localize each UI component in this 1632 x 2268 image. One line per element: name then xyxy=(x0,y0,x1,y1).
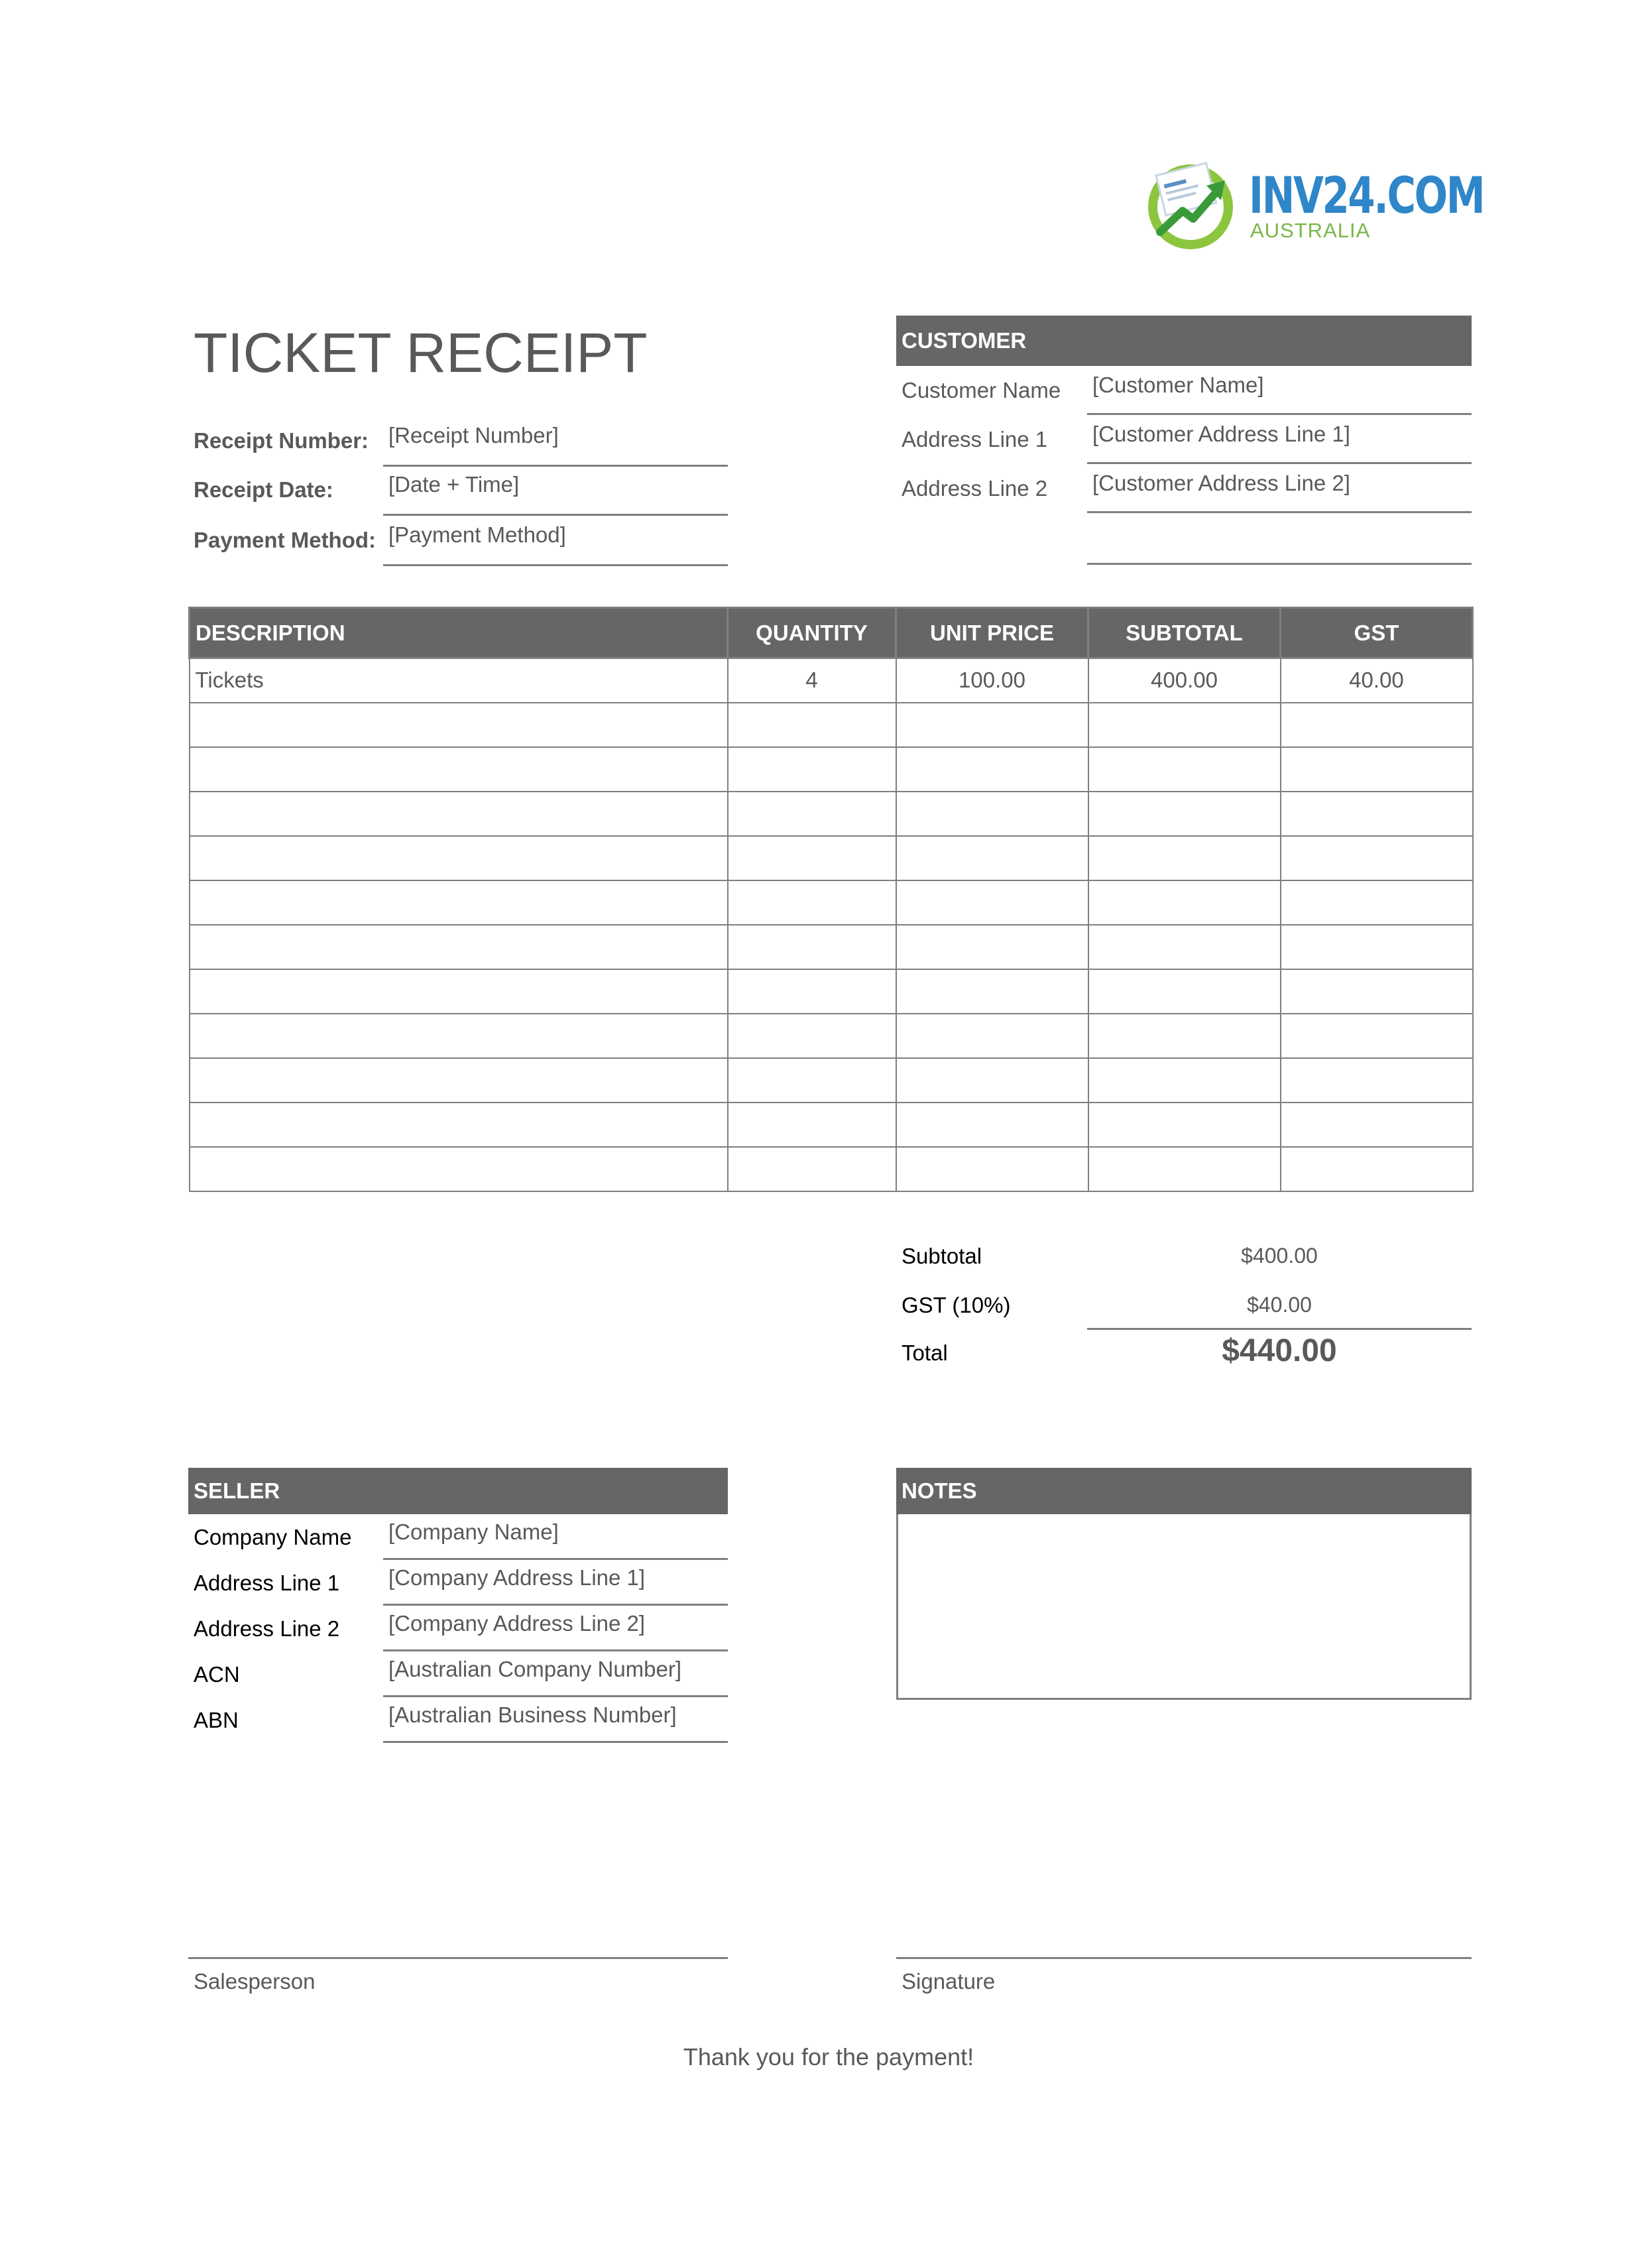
cell-gst xyxy=(1281,1147,1473,1191)
cell-quantity xyxy=(728,925,896,969)
col-description: DESCRIPTION xyxy=(190,608,728,658)
cell-description xyxy=(190,880,728,925)
cell-quantity xyxy=(728,1014,896,1058)
table-row xyxy=(190,658,1473,703)
notes-box[interactable] xyxy=(896,1514,1472,1700)
cell-description xyxy=(190,792,728,836)
cell-unit-price xyxy=(896,792,1088,836)
gst-label: GST (10%) xyxy=(902,1293,1011,1317)
cell-quantity: 4 xyxy=(728,658,896,703)
cell-gst xyxy=(1281,1014,1473,1058)
customer-address1-label: Address Line 1 xyxy=(902,427,1048,451)
table-row xyxy=(190,969,1473,1014)
cell-quantity xyxy=(728,880,896,925)
cell-unit-price xyxy=(896,747,1088,792)
total-value: $440.00 xyxy=(1222,1333,1337,1368)
cell-unit-price xyxy=(896,1058,1088,1103)
cell-quantity xyxy=(728,703,896,747)
receipt-number-value: [Receipt Number] xyxy=(383,418,728,467)
thank-you-message: Thank you for the payment! xyxy=(683,2043,974,2070)
cell-gst xyxy=(1281,880,1473,925)
cell-subtotal xyxy=(1088,792,1281,836)
cell-subtotal xyxy=(1088,880,1281,925)
cell-unit-price xyxy=(896,836,1088,880)
table-row xyxy=(190,747,1473,792)
cell-unit-price xyxy=(896,880,1088,925)
table-row xyxy=(190,1103,1473,1147)
cell-quantity xyxy=(728,836,896,880)
table-row xyxy=(190,792,1473,836)
cell-gst xyxy=(1281,925,1473,969)
customer-blank-line xyxy=(1087,516,1472,565)
cell-quantity xyxy=(728,1147,896,1191)
table-row xyxy=(190,836,1473,880)
cell-unit-price xyxy=(896,1147,1088,1191)
cell-quantity xyxy=(728,747,896,792)
cell-gst xyxy=(1281,1103,1473,1147)
table-row xyxy=(190,925,1473,969)
cell-quantity xyxy=(728,792,896,836)
cell-description xyxy=(190,747,728,792)
col-unit-price: UNIT PRICE xyxy=(896,608,1088,658)
items-body xyxy=(190,658,1473,1191)
customer-name-value: [Customer Name] xyxy=(1087,366,1472,415)
acn-label: ACN xyxy=(194,1662,240,1687)
cell-unit-price: 100.00 xyxy=(896,658,1088,703)
page-title: TICKET RECEIPT xyxy=(194,322,648,384)
total-label: Total xyxy=(902,1341,948,1365)
logo-name: INV24.COM xyxy=(1249,166,1484,225)
items-table xyxy=(188,607,1474,1192)
receipt-number-label: Receipt Number: xyxy=(194,428,369,453)
cell-description xyxy=(190,1147,728,1191)
cell-subtotal: 400.00 xyxy=(1088,658,1281,703)
receipt-date-label: Receipt Date: xyxy=(194,477,333,502)
cell-gst xyxy=(1281,836,1473,880)
company-address1-label: Address Line 1 xyxy=(194,1571,340,1595)
cell-gst xyxy=(1281,969,1473,1014)
salesperson-label: Salesperson xyxy=(194,1969,316,1994)
cell-description xyxy=(190,969,728,1014)
cell-subtotal xyxy=(1088,836,1281,880)
customer-header: CUSTOMER xyxy=(896,316,1472,366)
cell-quantity xyxy=(728,1103,896,1147)
company-name-value: [Company Name] xyxy=(383,1514,728,1560)
abn-value: [Australian Business Number] xyxy=(383,1697,728,1743)
cell-subtotal xyxy=(1088,1014,1281,1058)
cell-description xyxy=(190,703,728,747)
salesperson-line xyxy=(188,1957,728,1959)
cell-gst xyxy=(1281,792,1473,836)
customer-address2-label: Address Line 2 xyxy=(902,476,1048,501)
cell-subtotal xyxy=(1088,925,1281,969)
company-address2-value: [Company Address Line 2] xyxy=(383,1606,728,1651)
company-address2-label: Address Line 2 xyxy=(194,1616,340,1641)
cell-subtotal xyxy=(1088,703,1281,747)
table-row xyxy=(190,880,1473,925)
cell-description xyxy=(190,1014,728,1058)
subtotal-label: Subtotal xyxy=(902,1244,982,1268)
cell-unit-price xyxy=(896,1103,1088,1147)
col-quantity: QUANTITY xyxy=(728,608,896,658)
subtotal-value: $400.00 xyxy=(1241,1244,1318,1268)
customer-name-label: Customer Name xyxy=(902,378,1061,402)
cell-gst: 40.00 xyxy=(1281,658,1473,703)
cell-description xyxy=(190,1058,728,1103)
cell-unit-price xyxy=(896,925,1088,969)
receipt-date-value: [Date + Time] xyxy=(383,467,728,516)
abn-label: ABN xyxy=(194,1708,239,1732)
table-row xyxy=(190,1058,1473,1103)
cell-description xyxy=(190,925,728,969)
company-name-label: Company Name xyxy=(194,1525,352,1549)
cell-gst xyxy=(1281,1058,1473,1103)
customer-address1-value: [Customer Address Line 1] xyxy=(1087,415,1472,464)
cell-gst xyxy=(1281,747,1473,792)
gst-value: $40.00 xyxy=(1247,1293,1312,1317)
cell-subtotal xyxy=(1088,1103,1281,1147)
cell-unit-price xyxy=(896,969,1088,1014)
invoice-arrow-logo-icon xyxy=(1141,154,1241,253)
table-row xyxy=(190,1014,1473,1058)
company-address1-value: [Company Address Line 1] xyxy=(383,1560,728,1606)
items-header-row xyxy=(190,608,1473,658)
table-row xyxy=(190,1147,1473,1191)
cell-subtotal xyxy=(1088,969,1281,1014)
cell-gst xyxy=(1281,703,1473,747)
cell-quantity xyxy=(728,969,896,1014)
cell-subtotal xyxy=(1088,1058,1281,1103)
cell-quantity xyxy=(728,1058,896,1103)
seller-header: SELLER xyxy=(188,1468,728,1514)
cell-unit-price xyxy=(896,1014,1088,1058)
cell-subtotal xyxy=(1088,1147,1281,1191)
customer-address2-value: [Customer Address Line 2] xyxy=(1087,464,1472,513)
notes-header: NOTES xyxy=(896,1468,1472,1514)
payment-method-label: Payment Method: xyxy=(194,528,377,552)
cell-description xyxy=(190,836,728,880)
cell-description: Tickets xyxy=(190,658,728,703)
company-logo xyxy=(1141,154,1484,253)
col-subtotal: SUBTOTAL xyxy=(1088,608,1281,658)
col-gst: GST xyxy=(1281,608,1473,658)
payment-method-value: [Payment Method] xyxy=(383,517,728,566)
cell-subtotal xyxy=(1088,747,1281,792)
cell-unit-price xyxy=(896,703,1088,747)
logo-region: AUSTRALIA xyxy=(1250,219,1371,242)
table-row xyxy=(190,703,1473,747)
acn-value: [Australian Company Number] xyxy=(383,1651,728,1697)
signature-label: Signature xyxy=(902,1969,996,1994)
total-rule xyxy=(1087,1328,1472,1330)
signature-line xyxy=(896,1957,1472,1959)
cell-description xyxy=(190,1103,728,1147)
